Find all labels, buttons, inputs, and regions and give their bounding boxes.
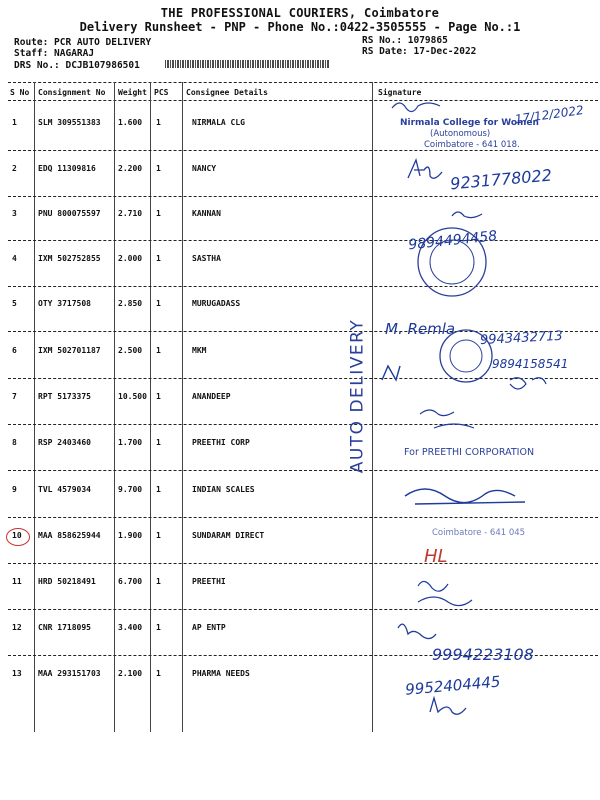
row-pcs: 1 (156, 485, 161, 494)
row-consignment: OTY 3717508 (38, 299, 91, 308)
auto-delivery-stamp: AUTO DELIVERY (347, 318, 368, 474)
signature-scribble (392, 103, 440, 112)
row-consignment: EDQ 11309816 (38, 164, 96, 173)
round-stamp-icon (450, 340, 482, 372)
col-header-details: Consignee Details (186, 88, 268, 97)
row-details: SUNDARAM DIRECT (192, 531, 265, 540)
signature-scribble (382, 366, 400, 380)
row-pcs: 1 (156, 299, 161, 308)
row-consignment: IXM 502752855 (38, 254, 101, 263)
row-details: MKM (192, 346, 207, 355)
col-header-consignment: Consignment No (38, 88, 106, 97)
row-pcs: 1 (156, 164, 161, 173)
row-details: ANANDEEP (192, 392, 231, 401)
drs-number: DRS No.: DCJB107986501 (14, 60, 140, 71)
row-consignment: IXM 502701187 (38, 346, 101, 355)
handwritten-name: M. Remla (385, 320, 456, 338)
col-header-sno: S No (10, 88, 30, 97)
row-pcs: 1 (156, 669, 161, 678)
row-sno: 9 (12, 485, 17, 494)
row-pcs: 1 (156, 623, 161, 632)
row-sno: 8 (12, 438, 17, 447)
row-details: MURUGADASS (192, 299, 241, 308)
row-weight: 2.710 (118, 209, 143, 218)
college-stamp-line3: Coimbatore - 641 018. (424, 140, 520, 150)
row-pcs: 1 (156, 577, 161, 586)
row-details: KANNAN (192, 209, 221, 218)
rs-date: RS Date: 17-Dec-2022 (362, 46, 477, 57)
row-sno: 7 (12, 392, 17, 401)
row-sno: 13 (12, 669, 22, 678)
row-sno: 2 (12, 164, 17, 173)
row-weight: 2.200 (118, 164, 143, 173)
row-weight: 2.000 (118, 254, 143, 263)
staff-label: Staff: NAGARAJ (14, 48, 95, 59)
row-consignment: MAA 293151703 (38, 669, 101, 678)
handwritten-phone: 9894494458 (407, 228, 498, 254)
rs-number: RS No.: 1079865 (362, 35, 448, 46)
row-consignment: MAA 858625944 (38, 531, 101, 540)
row-pcs: 1 (156, 438, 161, 447)
route-label: Route: PCR AUTO DELIVERY (14, 37, 152, 48)
signature-scribble (418, 581, 472, 605)
row-weight: 2.500 (118, 346, 143, 355)
row-pcs: 1 (156, 118, 161, 127)
row-consignment: PNU 800075597 (38, 209, 101, 218)
row-details: AP ENTP (192, 623, 226, 632)
row-weight: 1.700 (118, 438, 143, 447)
row-pcs: 1 (156, 531, 161, 540)
row-details: INDIAN SCALES (192, 485, 255, 494)
signature-scribble (405, 489, 525, 504)
row-consignment: SLM 309551383 (38, 118, 101, 127)
row-details: PREETHI CORP (192, 438, 250, 447)
address-stamp: Coimbatore - 641 045 (432, 528, 526, 538)
row-details: NIRMALA CLG (192, 118, 245, 127)
signature-scribble (452, 212, 482, 218)
row-sno: 10 (12, 531, 22, 540)
row-details: PHARMA NEEDS (192, 669, 250, 678)
row-consignment: TVL 4579034 (38, 485, 91, 494)
row-consignment: CNR 1718095 (38, 623, 91, 632)
row-pcs: 1 (156, 254, 161, 263)
row-weight: 9.700 (118, 485, 143, 494)
row-pcs: 1 (156, 346, 161, 355)
row-weight: 6.700 (118, 577, 143, 586)
handwritten-phone: 9952404445 (404, 672, 502, 699)
signature-scribble (420, 410, 474, 428)
row-sno: 12 (12, 623, 22, 632)
col-header-signature: Signature (378, 88, 422, 97)
row-consignment: HRD 50218491 (38, 577, 96, 586)
col-header-pcs: PCS (154, 88, 169, 97)
row-pcs: 1 (156, 392, 161, 401)
row-sno: 3 (12, 209, 17, 218)
row-sno: 11 (12, 577, 22, 586)
row-details: NANCY (192, 164, 217, 173)
signature-scribble (510, 378, 546, 389)
row-sno: 6 (12, 346, 17, 355)
handwritten-phone: 9231778022 (449, 165, 553, 194)
row-sno: 4 (12, 254, 17, 263)
row-consignment: RPT 5173375 (38, 392, 91, 401)
signature-scribble (398, 624, 436, 638)
college-stamp-line1: Nirmala College for Women (400, 118, 539, 128)
handwritten-phone: 9943432713 (479, 328, 564, 349)
row-pcs: 1 (156, 209, 161, 218)
row-weight: 2.850 (118, 299, 143, 308)
row-weight: 1.600 (118, 118, 143, 127)
row-details: PREETHI (192, 577, 226, 586)
col-header-weight: Weight (118, 88, 147, 97)
handwritten-phone: 9894158541 (492, 357, 569, 371)
row-sno: 5 (12, 299, 17, 308)
row-weight: 10.500 (118, 392, 147, 401)
handwritten-date: 17/12/2022 (513, 102, 585, 127)
row-sno: 1 (12, 118, 17, 127)
college-stamp-line2: (Autonomous) (430, 129, 491, 139)
header-title: THE PROFESSIONAL COURIERS, Coimbatore (160, 6, 440, 20)
signature-scribble (430, 698, 466, 714)
row-details: SASTHA (192, 254, 221, 263)
row-weight: 1.900 (118, 531, 143, 540)
signature-scribble (408, 160, 442, 178)
row-consignment: RSP 2403460 (38, 438, 91, 447)
round-stamp-icon (440, 330, 492, 382)
row-weight: 3.400 (118, 623, 143, 632)
handwritten-phone: 9994223108 (432, 645, 534, 664)
row-weight: 2.100 (118, 669, 143, 678)
company-stamp: For PREETHI CORPORATION (404, 447, 535, 458)
handwritten-initials: HL (424, 546, 448, 567)
header-subtitle: Delivery Runsheet - PNP - Phone No.:0422-3505555 - Page No.:1 (79, 20, 521, 34)
